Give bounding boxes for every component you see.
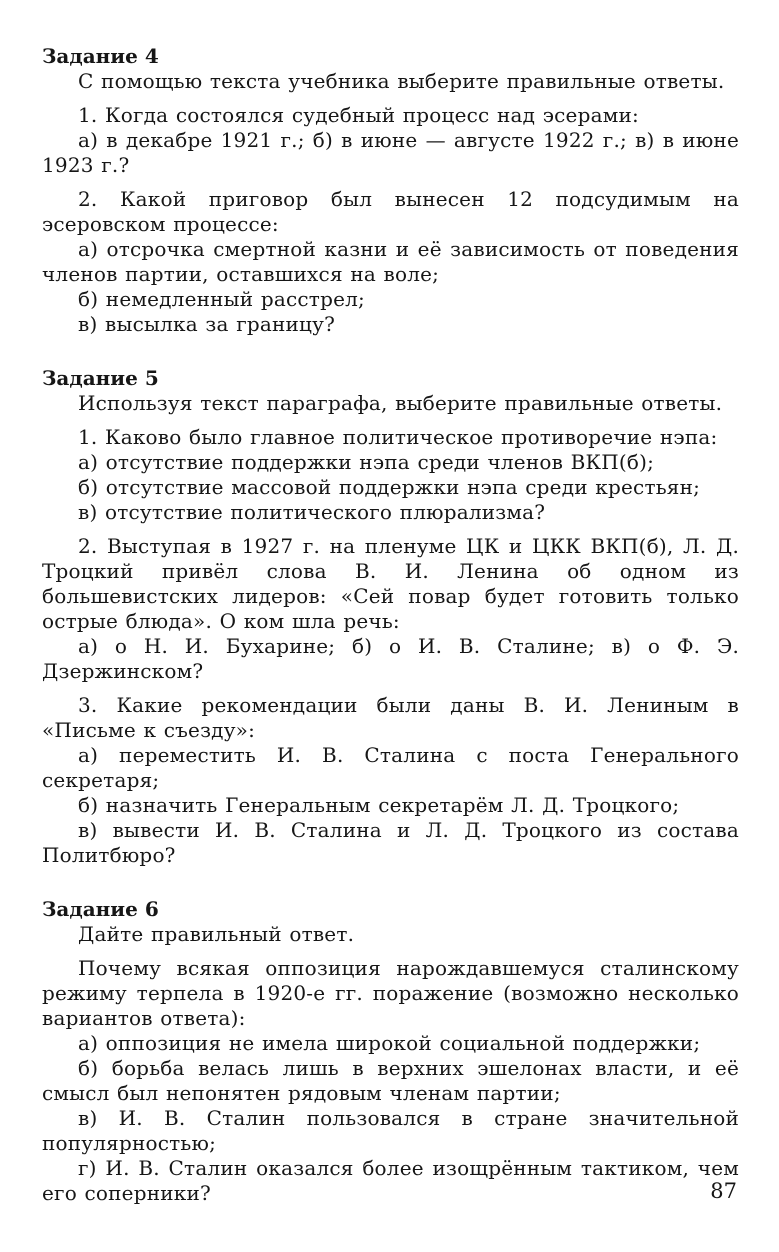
task-4-question-2-option-a: а) отсрочка смертной казни и её зависимость от поведения членов партии, оставшихся на воле; <box>42 237 739 286</box>
task-5-question-1: 1. Каково было главное политическое противоречие нэпа: <box>78 425 718 449</box>
task-4-question-2-option-v: в) высылка за границу? <box>78 312 336 336</box>
task-4-question-1: 1. Когда состоялся судебный процесс над эсерами: <box>78 103 639 127</box>
task-6-question: Почему всякая оппозиция нарождавшемуся сталинскому режиму терпела в 1920-е гг. поражение (возможно несколько вариантов ответа): <box>42 956 739 1030</box>
task-6-option-v: в) И. В. Сталин пользовался в стране значительной популярностью; <box>42 1106 739 1155</box>
task-6-option-a: а) оппозиция не имела широкой социальной поддержки; <box>78 1031 701 1055</box>
task-5-question-1-option-b: б) отсутствие массовой поддержки нэпа среди крестьян; <box>78 475 701 499</box>
task-5-section <box>42 366 739 868</box>
task-6-title: Задание 6 <box>42 897 159 921</box>
task-6-option-g: г) И. В. Сталин оказался более изощрённым тактиком, чем его соперники? <box>42 1156 739 1205</box>
task-4-question-1-options: а) в декабре 1921 г.; б) в июне — августе 1922 г.; в) в июне 1923 г.? <box>42 128 739 177</box>
task-6-option-b: б) борьба велась лишь в верхних эшелонах власти, и её смысл был непонятен рядовым членам партии; <box>42 1056 739 1105</box>
task-4-intro: С помощью текста учебника выберите правильные ответы. <box>78 69 725 93</box>
task-5-title: Задание 5 <box>42 366 159 390</box>
task-6-intro: Дайте правильный ответ. <box>78 922 355 946</box>
task-5-question-3-option-a: а) переместить И. В. Сталина с поста Генерального секретаря; <box>42 743 739 792</box>
task-4-question-2-option-b: б) немедленный расстрел; <box>78 287 365 311</box>
task-6-section <box>42 897 739 1206</box>
page-number: 87 <box>710 1179 737 1203</box>
task-4-section <box>42 44 739 337</box>
task-5-question-2: 2. Выступая в 1927 г. на пленуме ЦК и ЦКК ВКП(б), Л. Д. Троцкий привёл слова В. И. Ленина об одном из большевистских лидеров: «Сей повар будет готовить только острые блюда». О ком шла речь: <box>42 534 739 633</box>
task-4-title: Задание 4 <box>42 44 159 68</box>
task-5-question-3-option-b: б) назначить Генеральным секретарём Л. Д. Троцкого; <box>78 793 680 817</box>
task-5-question-3: 3. Какие рекомендации были даны В. И. Лениным в «Письме к съезду»: <box>42 693 739 742</box>
task-4-question-2: 2. Какой приговор был вынесен 12 подсудимым на эсеровском процессе: <box>42 187 739 236</box>
task-5-question-1-option-a: а) отсутствие поддержки нэпа среди членов ВКП(б); <box>78 450 655 474</box>
task-5-question-2-options: а) о Н. И. Бухарине; б) о И. В. Сталине; в) о Ф. Э. Дзержинском? <box>42 634 739 683</box>
task-5-question-1-option-v: в) отсутствие политического плюрализма? <box>78 500 546 524</box>
task-5-intro: Используя текст параграфа, выберите правильные ответы. <box>78 391 723 415</box>
task-5-question-3-option-v: в) вывести И. В. Сталина и Л. Д. Троцкого из состава Политбюро? <box>42 818 739 867</box>
